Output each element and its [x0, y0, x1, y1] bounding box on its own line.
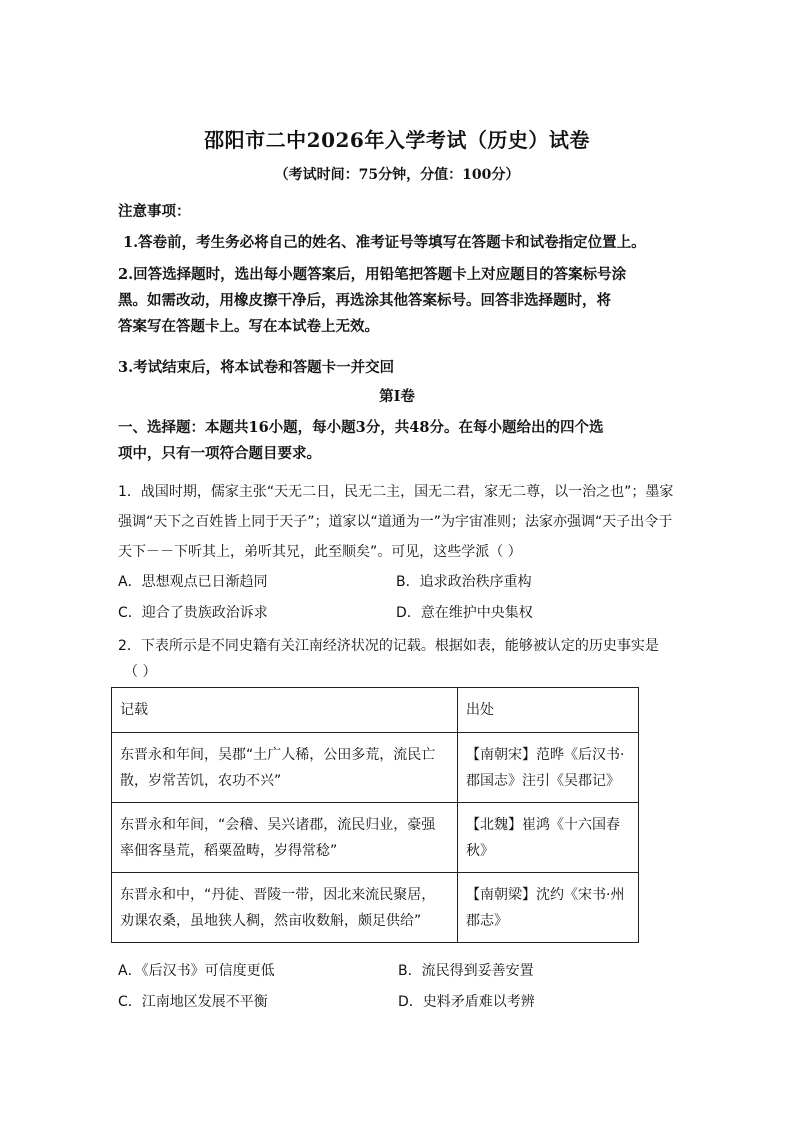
- question-2-option-a: A．《后汉书》可信度更低: [118, 963, 275, 979]
- section-instructions-line-1: 一、选择题：本题共16小题，每小题3分，共48分。在每小题给出的四个选: [118, 419, 604, 436]
- table-cell-record: 东晋永和年间，吴郡“土广人稀，公田多荒，流民亡散，岁常苦饥，农功不兴”: [112, 733, 458, 803]
- question-1-option-d: D．意在维护中央集权: [396, 605, 533, 621]
- question-1-option-c: C．迎合了贵族政治诉求: [118, 605, 268, 621]
- section-instructions-line-2: 项中，只有一项符合题目要求。: [118, 445, 321, 462]
- page-title: 邵阳市二中2026年入学考试（历史）试卷: [204, 128, 590, 152]
- table-header-row: [112, 688, 639, 733]
- table-row: [112, 803, 639, 873]
- table-row: [112, 873, 639, 943]
- notice-item-2-line-1: 2.回答选择题时，选出每小题答案后，用铅笔把答题卡上对应题目的答案标号涂: [118, 266, 627, 283]
- question-2-option-c: C．江南地区发展不平衡: [118, 994, 268, 1010]
- table-cell-record: 东晋永和年间，“会稽、吴兴诸郡，流民归业，豪强率佃客垦荒，稻粟盈畴，岁得常稔”: [112, 803, 458, 873]
- volume-heading: 第I卷: [379, 388, 415, 405]
- notice-item-2-line-3: 答案写在答题卡上。写在本试卷上无效。: [118, 318, 379, 335]
- table-cell-source: 【南朝梁】沈约《宋书·州郡志》: [458, 873, 639, 943]
- table-cell-record: 东晋永和中，“丹徒、晋陵一带，因北来流民聚居，劝课农桑，虽地狭人稠，然亩收数斛，颇足供给”: [112, 873, 458, 943]
- notice-item-1: 1.答卷前，考生务必将自己的姓名、准考证号等填写在答题卡和试卷指定位置上。: [123, 234, 646, 251]
- question-1-option-a: A．思想观点已日渐趋同: [118, 574, 268, 590]
- notice-item-2-line-2: 黑。如需改动，用橡皮擦干净后，再选涂其他答案标号。回答非选择题时，将: [118, 292, 611, 309]
- records-table: [111, 687, 639, 943]
- table-cell-source: 【北魏】崔鸿《十六国春秋》: [458, 803, 639, 873]
- question-2-option-d: D．史料矛盾难以考辨: [398, 994, 535, 1010]
- table-header-record: 记载: [112, 688, 458, 733]
- question-1-option-b: B．追求政治秩序重构: [396, 574, 532, 590]
- notice-item-3: 3.考试结束后，将本试卷和答题卡一并交回: [118, 359, 395, 376]
- exam-duration-info: （考试时间：75分钟，分值：100分）: [274, 167, 520, 183]
- table-cell-source: 【南朝宋】范晔《后汉书·郡国志》注引《吴郡记》: [458, 733, 639, 803]
- question-2-stem-line-1: 2．下表所示是不同史籍有关江南经济状况的记载。根据如表，能够被认定的历史事实是: [118, 638, 659, 654]
- table-header-source: 出处: [458, 688, 639, 733]
- table-row: [112, 733, 639, 803]
- question-1-stem-line-1: 1．战国时期，儒家主张“天无二日，民无二主，国无二君，家无二尊，以一治之也”；墨家: [118, 484, 674, 500]
- question-1-stem-line-2: 强调“天下之百姓皆上同于天子”；道家以“道通为一”为宇宙准则；法家亦强调“天子出令于: [118, 514, 673, 530]
- question-2-option-b: B．流民得到妥善安置: [398, 963, 534, 979]
- notice-heading: 注意事项：: [118, 203, 191, 220]
- question-1-stem-line-3: 天下－－下听其上，弟听其兄，此至顺矣”。可见，这些学派（ ）: [118, 544, 522, 560]
- question-2-stem-line-2: （ ）: [124, 664, 157, 680]
